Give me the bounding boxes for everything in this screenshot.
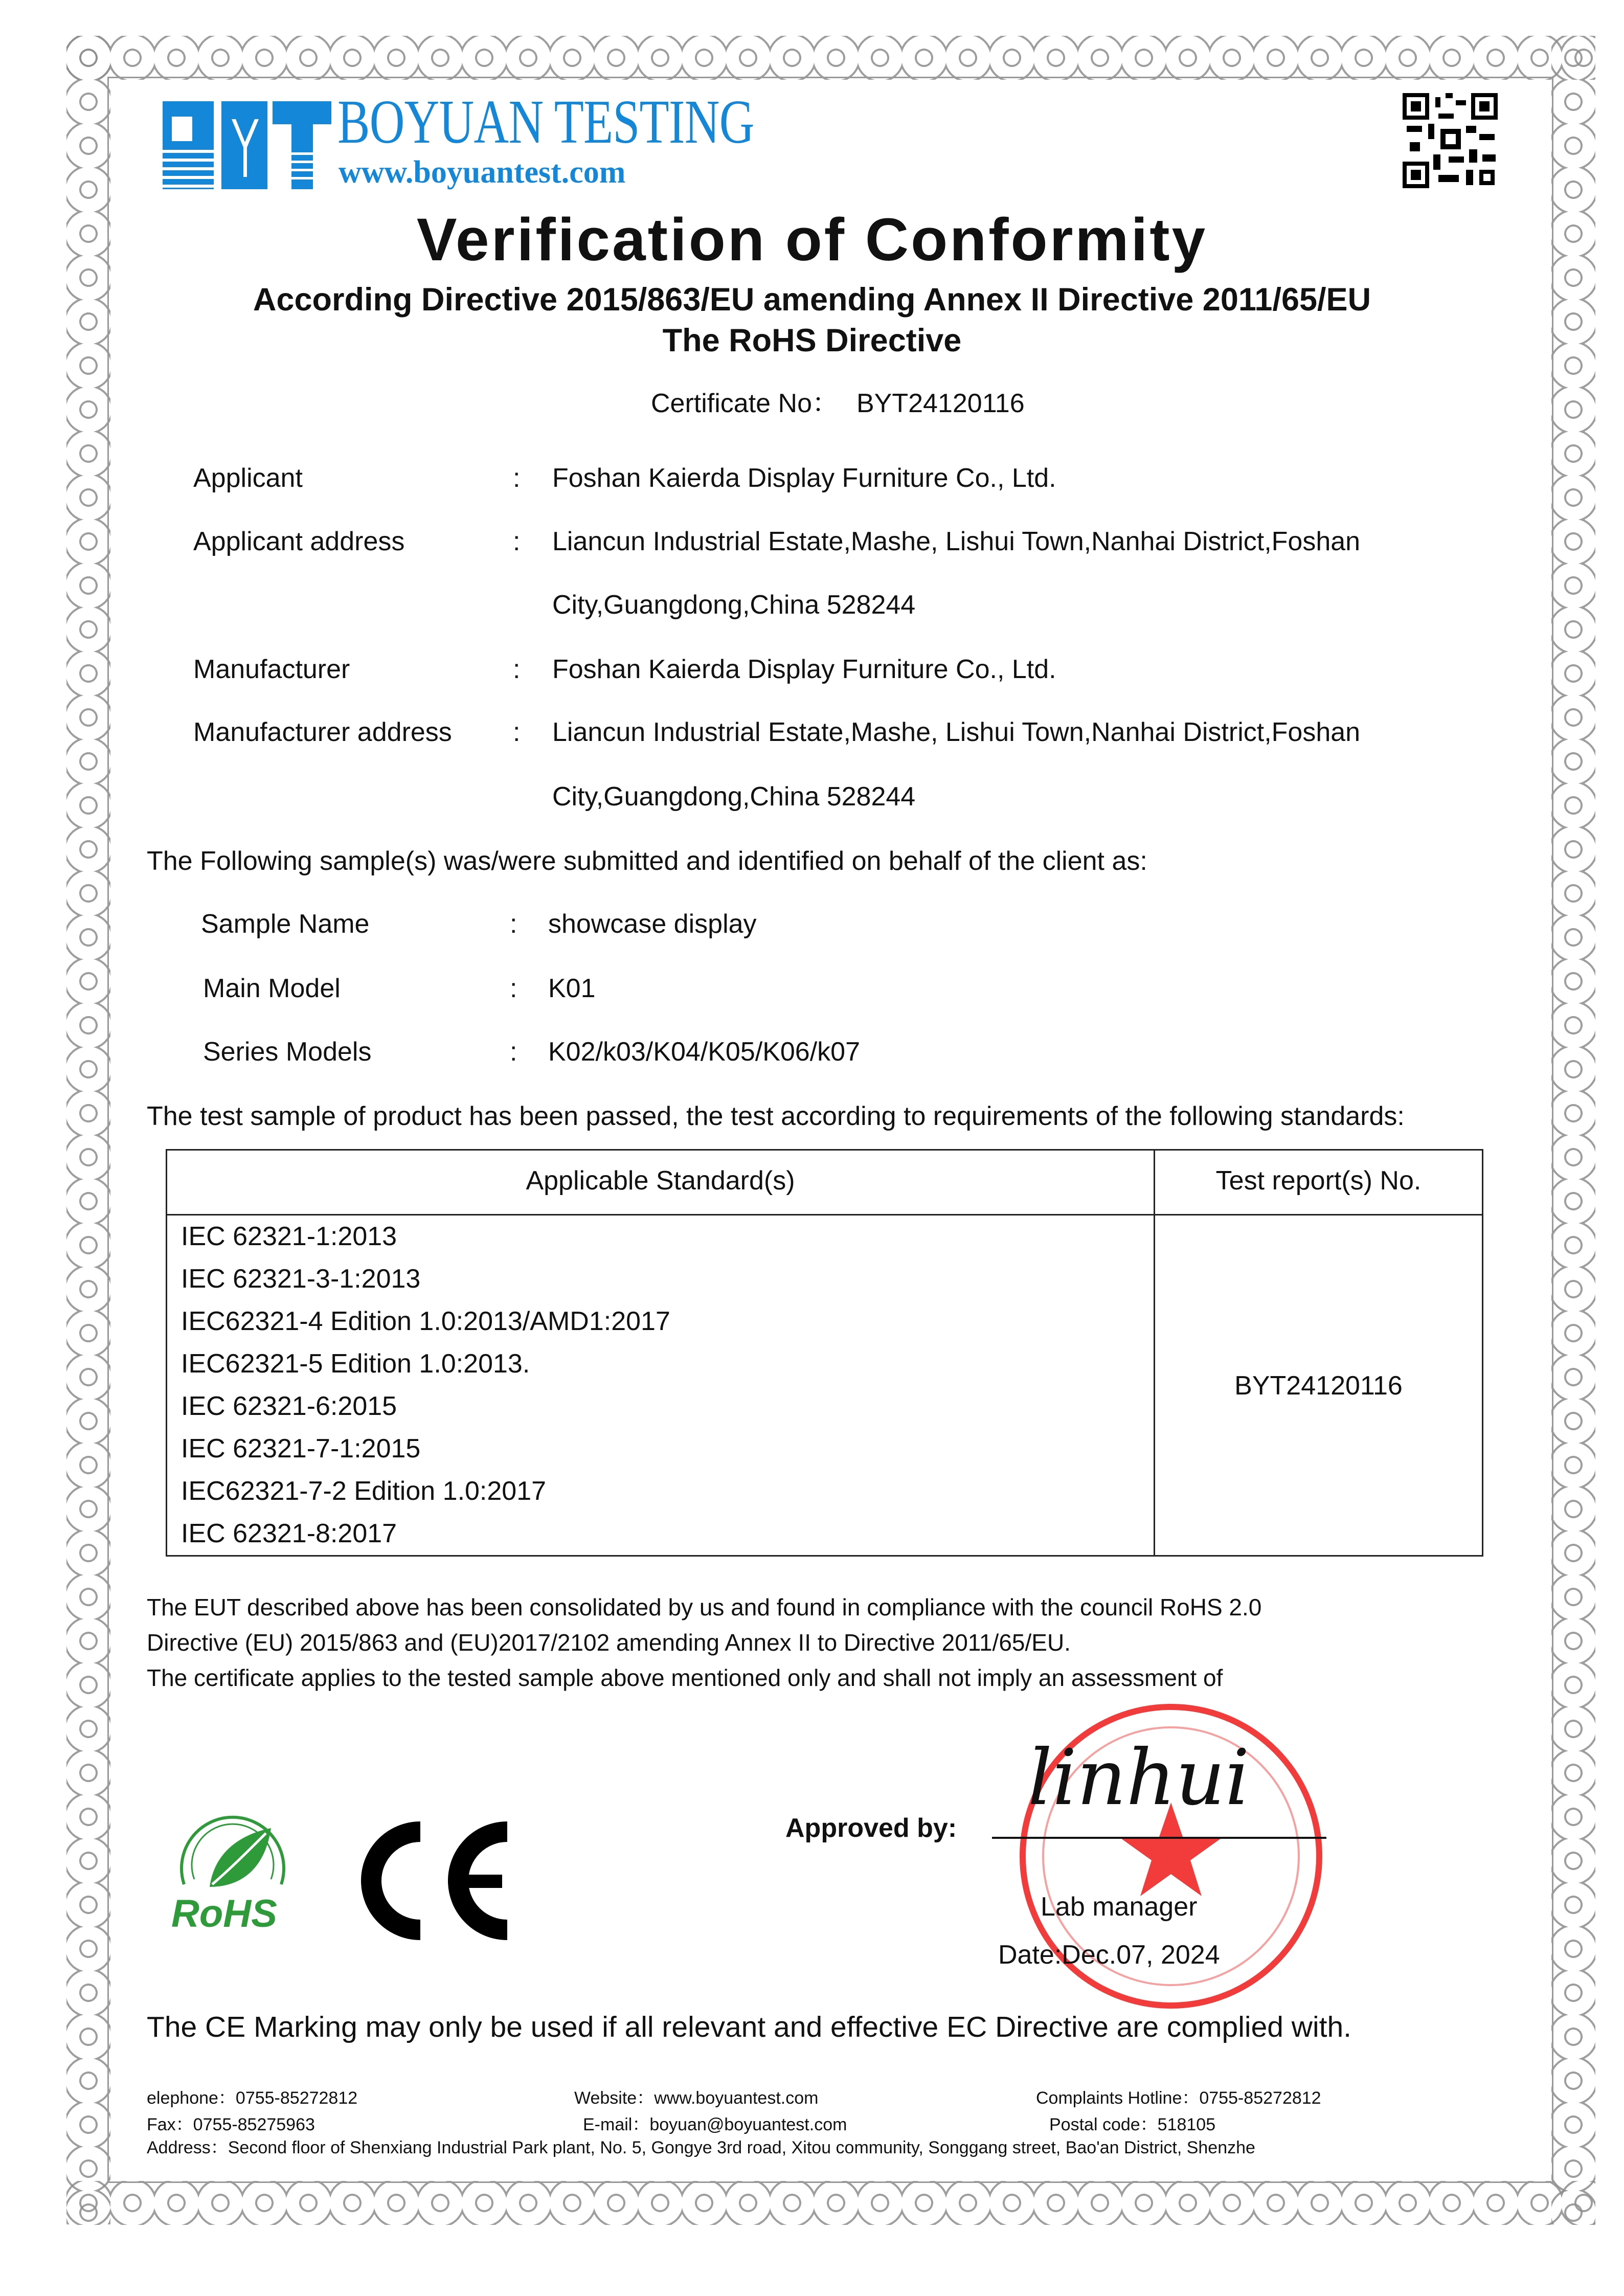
rohs-subtitle: The RoHS Directive bbox=[662, 323, 962, 358]
compliance-line: Directive (EU) 2015/863 and (EU)2017/2102 amending Annex II to Directive 2011/65/EU. bbox=[147, 1629, 1071, 1656]
standard-item: IEC 62321-1:2013 bbox=[181, 1222, 397, 1251]
main-model-label: Main Model bbox=[203, 974, 341, 1003]
signature: linhui bbox=[1028, 1734, 1250, 1822]
ce-statement: The CE Marking may only be used if all relevant and effective EC Directive are complied with. bbox=[147, 2011, 1352, 2043]
company-website: www.boyuantest.com bbox=[339, 155, 626, 190]
sample-name-colon: : bbox=[510, 909, 517, 939]
compliance-line: The EUT described above has been consolidated by us and found in compliance with the council RoHS 2.0 bbox=[147, 1594, 1262, 1620]
certificate-value: BYT24120116 bbox=[856, 389, 1025, 418]
applicant-address-colon: : bbox=[513, 527, 521, 556]
approval-date: Date:Dec.07, 2024 bbox=[998, 1940, 1220, 1970]
footer-address: Address：Second floor of Shenxiang Industrial Park plant, No. 5, Gongye 3rd road, Xitou community, Songgang street, Bao'an District, Shenzhe bbox=[147, 2138, 1255, 2157]
border-top bbox=[66, 36, 1595, 80]
footer-postal: Postal code：518105 bbox=[1049, 2115, 1216, 2134]
series-models-value: K02/k03/K04/K05/K06/k07 bbox=[548, 1037, 861, 1067]
manufacturer-address-colon: : bbox=[513, 717, 521, 747]
main-model-colon: : bbox=[510, 974, 517, 1003]
byt-logo-icon bbox=[163, 101, 331, 189]
qr-code-icon bbox=[1403, 93, 1498, 188]
report-number: BYT24120116 bbox=[1234, 1371, 1403, 1401]
applicant-address-label: Applicant address bbox=[193, 527, 405, 556]
rohs-logo bbox=[169, 1803, 294, 1895]
header-report-no: Test report(s) No. bbox=[1215, 1166, 1422, 1196]
footer-email: E-mail：boyuan@boyuantest.com bbox=[583, 2115, 847, 2134]
table-border-left bbox=[166, 1149, 167, 1557]
table-border-right bbox=[1482, 1149, 1483, 1557]
manufacturer-value: Foshan Kaierda Display Furniture Co., Ltd. bbox=[552, 655, 1056, 684]
page-title: Verification of Conformity bbox=[416, 206, 1208, 274]
table-header-divider bbox=[166, 1214, 1482, 1215]
standard-item: IEC62321-7-2 Edition 1.0:2017 bbox=[181, 1476, 547, 1506]
qr-code bbox=[1403, 93, 1498, 188]
manufacturer-colon: : bbox=[513, 655, 521, 684]
company-name: BOYUAN TESTING bbox=[337, 87, 754, 156]
series-models-colon: : bbox=[510, 1037, 517, 1067]
table-border-bottom bbox=[166, 1555, 1483, 1557]
rohs-label: RoHS bbox=[171, 1892, 277, 1935]
ce-mark-icon bbox=[349, 1821, 512, 1940]
applicant-label: Applicant bbox=[193, 463, 303, 493]
manufacturer-address-value-line2: City,Guangdong,China 528244 bbox=[552, 782, 916, 812]
signature-line bbox=[992, 1837, 1326, 1839]
sample-name-value: showcase display bbox=[548, 909, 757, 939]
border-right bbox=[1551, 36, 1595, 2224]
applicant-colon: : bbox=[513, 463, 521, 493]
standard-item: IEC62321-5 Edition 1.0:2013. bbox=[181, 1349, 530, 1379]
border-left bbox=[66, 36, 110, 2224]
manufacturer-address-label: Manufacturer address bbox=[193, 717, 452, 747]
manufacturer-label: Manufacturer bbox=[193, 655, 350, 684]
header-standards: Applicable Standard(s) bbox=[526, 1166, 795, 1196]
standard-item: IEC 62321-7-1:2015 bbox=[181, 1434, 421, 1464]
company-logo-mark bbox=[163, 101, 331, 189]
ce-mark bbox=[349, 1821, 512, 1940]
footer-hotline: Complaints Hotline：0755-85272812 bbox=[1036, 2088, 1321, 2108]
sample-name-label: Sample Name bbox=[201, 909, 370, 939]
footer-website: Website：www.boyuantest.com bbox=[574, 2088, 819, 2108]
compliance-line: The certificate applies to the tested sample above mentioned only and shall not imply an assessment of bbox=[147, 1664, 1223, 1691]
approver-role: Lab manager bbox=[1041, 1892, 1198, 1922]
approved-by-label: Approved by: bbox=[785, 1813, 957, 1843]
footer-fax: Fax：0755-85275963 bbox=[147, 2115, 315, 2134]
applicant-value: Foshan Kaierda Display Furniture Co., Ltd. bbox=[552, 463, 1056, 493]
sample-intro: The Following sample(s) was/were submitted and identified on behalf of the client as: bbox=[147, 846, 1147, 876]
applicant-address-value: Liancun Industrial Estate,Mashe, Lishui Town,Nanhai District,Foshan bbox=[552, 527, 1361, 556]
border-bottom bbox=[66, 2181, 1595, 2225]
standard-item: IEC 62321-3-1:2013 bbox=[181, 1264, 421, 1294]
directive-subtitle: According Directive 2015/863/EU amending Annex II Directive 2011/65/EU bbox=[253, 282, 1371, 318]
series-models-label: Series Models bbox=[203, 1037, 372, 1067]
standard-item: IEC62321-4 Edition 1.0:2013/AMD1:2017 bbox=[181, 1307, 670, 1336]
rohs-leaf-icon bbox=[169, 1803, 294, 1895]
table-column-divider bbox=[1154, 1149, 1155, 1557]
applicant-address-value-line2: City,Guangdong,China 528244 bbox=[552, 590, 916, 620]
standard-item: IEC 62321-8:2017 bbox=[181, 1519, 397, 1548]
main-model-value: K01 bbox=[548, 974, 596, 1003]
standard-item: IEC 62321-6:2015 bbox=[181, 1391, 397, 1421]
footer-telephone: elephone：0755-85272812 bbox=[147, 2088, 358, 2108]
manufacturer-address-value: Liancun Industrial Estate,Mashe, Lishui Town,Nanhai District,Foshan bbox=[552, 717, 1361, 747]
test-intro: The test sample of product has been passed, the test according to requirements of the following standards: bbox=[147, 1101, 1405, 1131]
certificate-label: Certificate No： bbox=[651, 389, 839, 418]
table-border-top bbox=[166, 1149, 1482, 1151]
